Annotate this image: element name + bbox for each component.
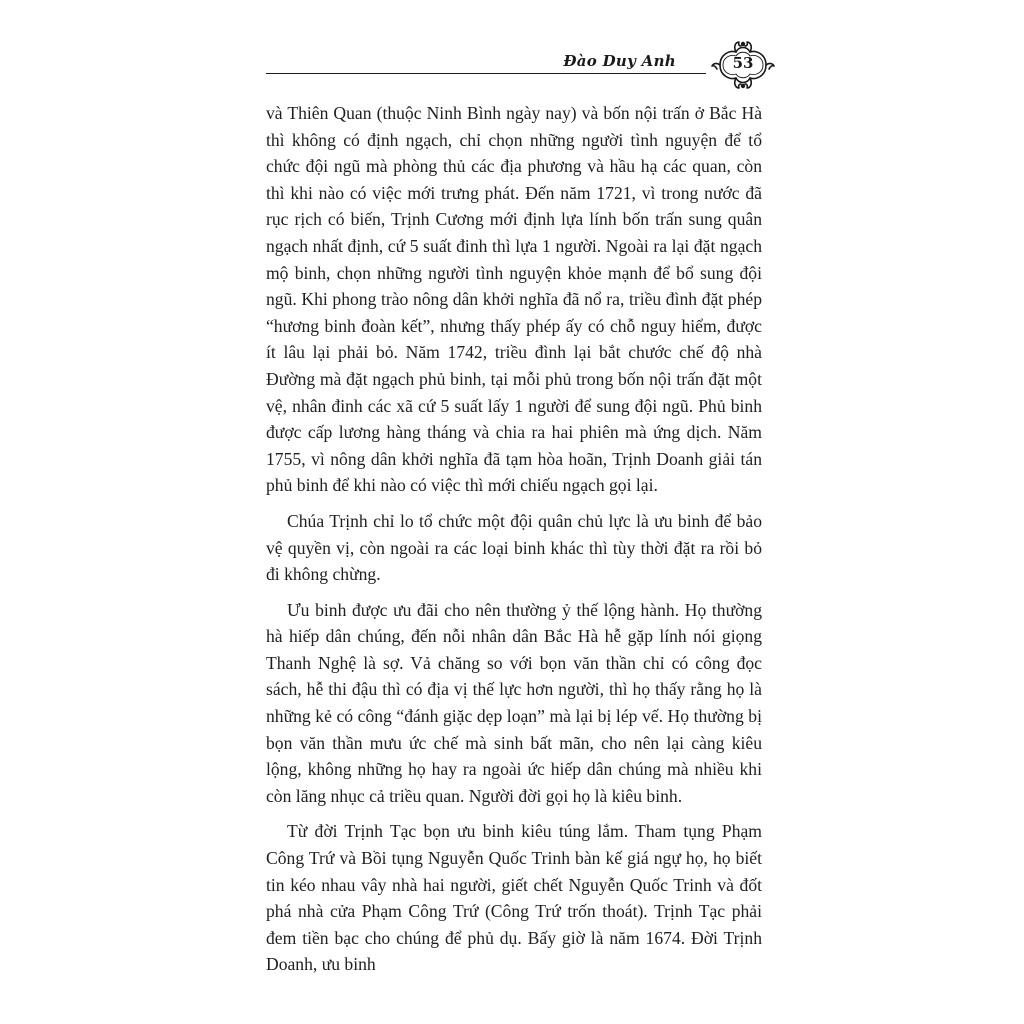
paragraph-continuation: và Thiên Quan (thuộc Ninh Bình ngày nay) và bốn nội trấn ở Bắc Hà thì không có định ngạch, chỉ chọn những người tình nguyện để tổ chức đội ngũ mà phòng thủ các địa phương và hầu hạ các quan, còn thì khi nào có việc mới trưng phát. Đến năm 1721, vì trong nước đã rục rịch có biến, Trịnh Cương mới định lựa lính bốn trấn sung quân ngạch nhất định, cứ 5 suất đinh thì lựa 1 người. Ngoài ra lại đặt ngạch mộ binh, chọn những người tình nguyện khỏe mạnh để bổ sung đội ngũ. Khi phong trào nông dân khởi nghĩa đã nổ ra, triều đình đặt phép “hương binh đoàn kết”, nhưng thấy phép ấy có chỗ nguy hiểm, được ít lâu lại phải bỏ. Năm 1742, triều đình lại bắt chước chế độ nhà Đường mà đặt ngạch phủ binh, tại mỗi phủ trong bốn nội trấn đặt một vệ, nhân đinh các xã cứ 5 suất lấy 1 người để sung đội ngũ. Phủ binh được cấp lương hàng tháng và chia ra hai phiên mà ứng dịch. Năm 1755, vì nông dân khởi nghĩa đã tạm hòa hoãn, Trịnh Doanh giải tán phủ binh để khi nào có việc thì mới chiếu ngạch gọi lại. (266, 103, 762, 496)
page-number: 53 (732, 54, 754, 72)
header-rule (266, 73, 706, 74)
running-header (266, 40, 780, 90)
page-number-frame (710, 40, 776, 90)
running-header-author: Đào Duy Anh (563, 52, 676, 70)
paragraph: Ưu binh được ưu đãi cho nên thường ỷ thế lộng hành. Họ thường hà hiếp dân chúng, đến nỗi nhân dân Bắc Hà hễ gặp lính nói giọng Thanh Nghệ là sợ. Vả chăng so với bọn văn thần chỉ có công đọc sách, hễ thi đậu thì có địa vị thế lực hơn người, thì họ thấy rằng họ là những kẻ có công “đánh giặc dẹp loạn” mà lại bị lép vế. Họ thường bị bọn văn thần mưu ức chế mà sinh bất mãn, cho nên lại càng kiêu lộng, không những họ hay ra ngoài ức hiếp dân chúng mà nhiều khi còn lăng nhục cả triều quan. Người đời gọi họ là kiêu binh. (266, 599, 762, 806)
paragraph: Chúa Trịnh chỉ lo tổ chức một đội quân chủ lực là ưu binh để bảo vệ quyền vị, còn ngoài ra các loại binh khác thì tùy thời đặt ra rồi bỏ đi không chừng. (266, 510, 762, 585)
paragraph: Từ đời Trịnh Tạc bọn ưu binh kiêu túng lắm. Tham tụng Phạm Công Trứ và Bồi tụng Nguyễn Quốc Trinh bàn kế giá ngự họ, họ biết tin kéo nhau vây nhà hai người, giết chết Nguyễn Quốc Trinh và đốt phá nhà cửa Phạm Công Trứ (Công Trứ trốn thoát). Trịnh Tạc phải đem tiền bạc cho chúng để phủ dụ. Bấy giờ là năm 1674. Đời Trịnh Doanh, ưu binh (266, 821, 762, 975)
body-text (266, 100, 762, 987)
